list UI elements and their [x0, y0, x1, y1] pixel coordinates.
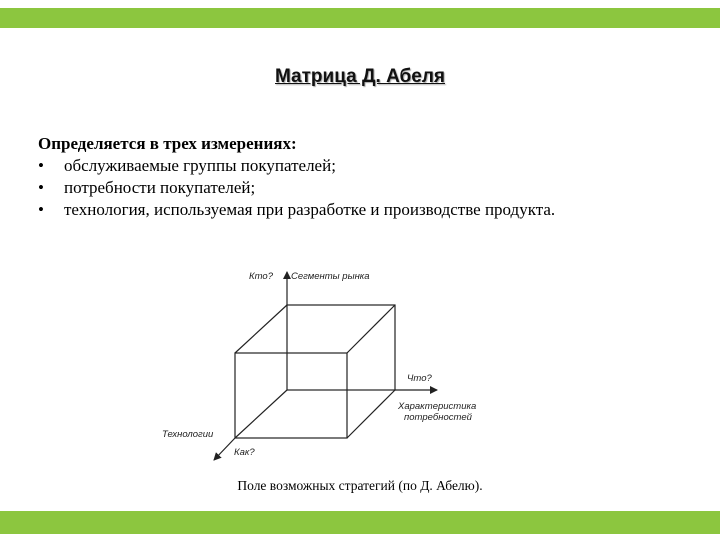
- axis-diagonal-label: Технологии: [162, 429, 214, 440]
- bullet-text: технология, используемая при разработке и производстве продукта.: [64, 200, 556, 219]
- bullet-marker: •: [38, 156, 44, 175]
- bullet-text: потребности покупателей;: [64, 178, 256, 197]
- intro-text: Определяется в трех измерениях:: [38, 134, 297, 153]
- axis-horizontal-label-line2: потребностей: [404, 412, 472, 423]
- cube-front-face: [235, 353, 347, 438]
- cube-edge: [347, 305, 395, 353]
- diagonal-axis-arrow: [214, 438, 235, 460]
- cube-edge: [235, 305, 287, 353]
- axis-vertical-label: Сегменты рынка: [291, 271, 370, 282]
- cube-edge: [347, 390, 395, 438]
- axis-vertical-question: Кто?: [249, 271, 273, 282]
- bottom-accent-bar: [0, 511, 720, 534]
- axis-diagonal-question: Как?: [234, 447, 255, 458]
- cube-edge: [235, 390, 287, 438]
- cube-back-face: [287, 305, 395, 390]
- diagram-caption: Поле возможных стратегий (по Д. Абелю).: [237, 478, 483, 493]
- axis-horizontal-question: Что?: [407, 373, 432, 384]
- axis-horizontal-label-line1: Характеристика: [398, 401, 477, 412]
- bullet-marker: •: [38, 200, 44, 219]
- bullet-marker: •: [38, 178, 44, 197]
- slide-title: Матрица Д. Абеля: [275, 66, 445, 87]
- bullet-text: обслуживаемые группы покупателей;: [64, 156, 336, 175]
